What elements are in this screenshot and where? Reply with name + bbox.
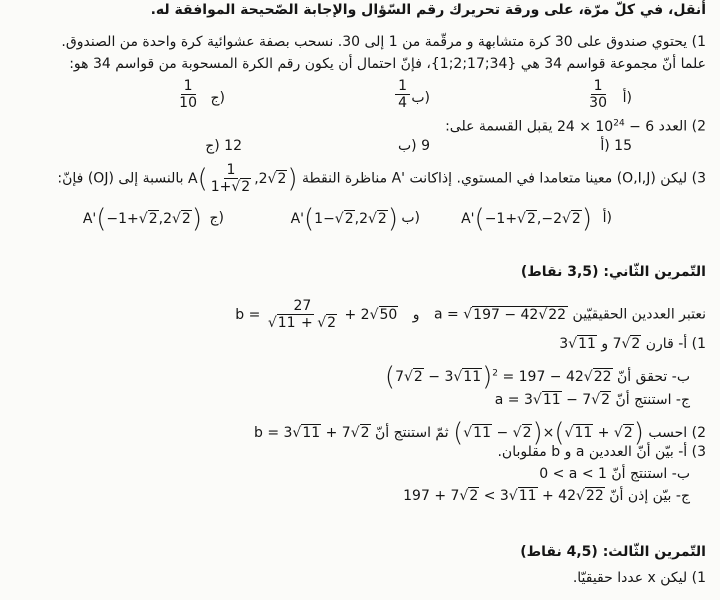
q2-option-c: ج) 12: [205, 138, 242, 154]
q1-option-c: $\frac{1}{10}$: [179, 78, 197, 112]
q3-option-b: A'(1−√2,2√2): [290, 204, 398, 234]
q3-line: 3) ليكن (O,I,J) معينا متعامدا في المستوي. إذاكانت A' مناظرة النقطة A( $\frac{1}{1+√2}$ ,2√2) بالنسبة إلى (OJ) فإنّ:: [57, 162, 706, 196]
q1-option-a-label: أ): [622, 90, 632, 106]
q1-option-c-label: ج): [210, 90, 225, 106]
ex2-p3c: ج- بيّن إذن أنّ 197 + 7√2 < 3√11 + 42√22: [403, 488, 690, 504]
q1-option-b: $\frac{1}{4}$: [395, 78, 410, 111]
ex3-p1: 1) ليكن x عددا حقيقيّا.: [572, 570, 706, 586]
q3-option-b-label: ب): [401, 210, 420, 226]
q3-option-a-label: أ): [602, 210, 612, 226]
ex2-p1b: ب- تحقق أنّ $(7√2 - 3√11)^2 = 197 - 42√22$: [384, 362, 690, 392]
q2-line: 2) العدد $24 \times 10^{24} - 6$ يقبل القسمة على:: [445, 118, 706, 135]
q1-option-a: $\frac{1}{30}$: [589, 78, 607, 112]
ex2-intro: نعتبر العددين الحقيقيّين a = √197 − 42√22 و b = $\frac{27}{√11 + √2}$ + 2√50: [235, 298, 706, 332]
q2-option-a: أ) 15: [600, 138, 632, 154]
q1-option-b-label: ب): [411, 90, 430, 106]
ex2-p1c: ج- استنتج أنّ a = 3√11 − 7√2: [494, 392, 690, 408]
q3-option-a: A'(−1+√2,−2√2): [461, 204, 592, 234]
exercise3-title: التّمرين الثّالث: (4,5 نقاط): [520, 544, 706, 560]
instructions: أنقل، في كلّ مرّة، على ورقة تحريرك رقم السّؤال والإجابة الصّحيحة الموافقة له.: [150, 2, 706, 18]
q2-option-b: ب) 9: [397, 138, 430, 154]
exercise2-title: التّمرين الثّاني: (3,5 نقاط): [520, 264, 706, 280]
q1-line2: علما أنّ مجموعة قواسم 34 هي {1;2;17;34}، فإنّ احتمال أن يكون رقم الكرة المسحوبة من قواسم 34 هو:: [69, 56, 706, 72]
q3-option-c: A'(−1+√2,2√2): [82, 204, 202, 234]
q3-option-c-label: ج): [209, 210, 224, 226]
ex2-p3a: 3) أ- بيّن أنّ العددين a و b مقلوبان.: [497, 444, 706, 460]
ex2-p2: 2) احسب (√11 − √2)×(√11 + √2) ثمّ استنتج أنّ b = 3√11 + 7√2: [253, 418, 706, 448]
ex2-p3b: ب- استنتج أنّ 0 < a < 1: [539, 466, 690, 482]
ex2-p1a: 1) أ- قارن 7√2 و 3√11: [559, 336, 706, 352]
q1-line1: 1) يحتوي صندوق على 30 كرة متشابهة و مرقّمة من 1 إلى 30. نسحب بصفة عشوائية كرة واحدة من الصندوق.: [61, 34, 706, 50]
